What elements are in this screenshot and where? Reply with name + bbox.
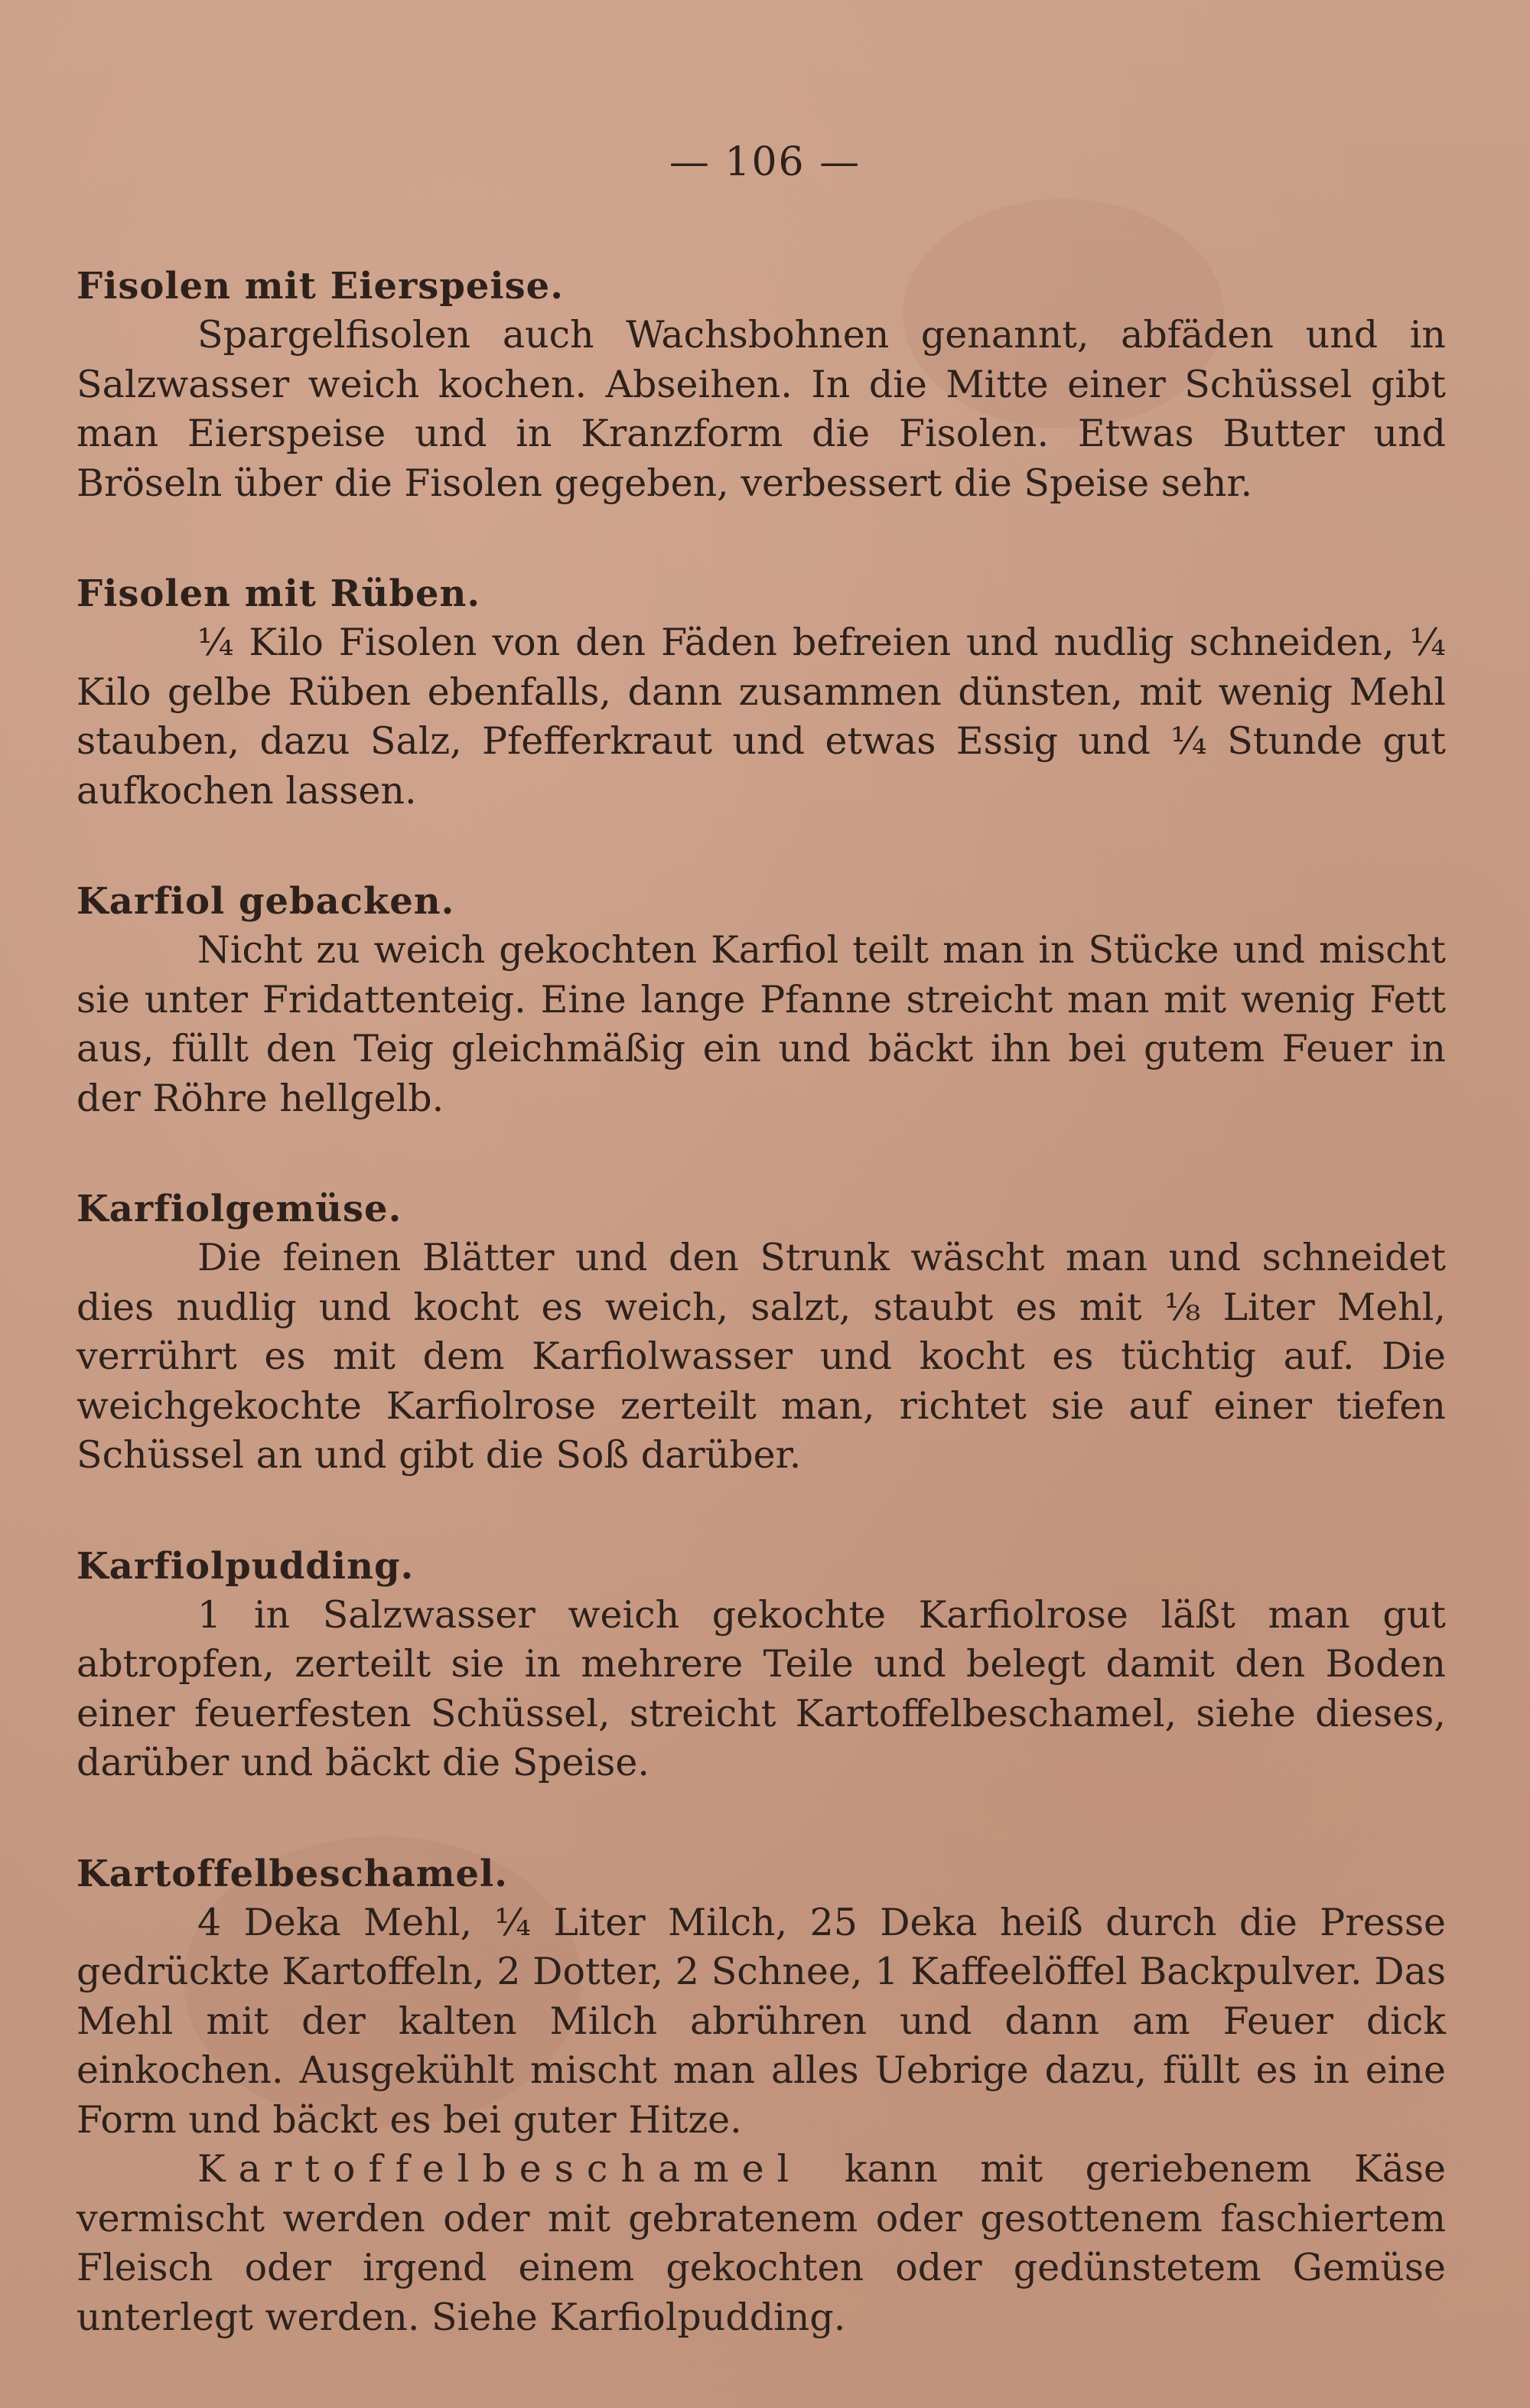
recipe-text: 1 in Salzwasser weich gekochte Karfiolrose läßt man gut abtropfen, zerteilt sie in mehrere Teile und belegt damit den Boden einer feuerfesten Schüssel, streicht Kartoffelbeschamel, siehe dieses, darüber und bäckt die Speise. bbox=[76, 1592, 1446, 1784]
recipe-text: ¼ Kilo Fisolen von den Fäden befreien und nudlig schneiden, ¼ Kilo gelbe Rüben ebenfalls, dann zusammen dünsten, mit wenig Mehl stauben, dazu Salz, Pfefferkraut und etwas Essig und ¼ Stunde gut aufkochen lassen. bbox=[76, 621, 1446, 813]
recipe-heading: Kartoffelbeschamel. bbox=[76, 1852, 508, 1895]
recipe-text: Spargelfisolen auch Wachsbohnen genannt, abfäden und in Salzwasser weich kochen. Abseihen. In die Mitte einer Schüssel gibt man Eierspeise und in Kranzform die Fisolen. Etwas Butter und Bröseln über die Fisolen gegeben, verbessert die Speise sehr. bbox=[76, 313, 1446, 505]
recipe-fisolen-mit-rueben bbox=[76, 569, 1446, 816]
recipe-heading: Karfiolgemüse. bbox=[76, 1188, 402, 1230]
recipe-karfiol-gebacken bbox=[76, 877, 1446, 1123]
page-number: — 106 — bbox=[669, 139, 861, 185]
recipe-heading: Fisolen mit Eierspeise. bbox=[76, 265, 564, 308]
recipe-text: Die feinen Blätter und den Strunk wäscht man und schneidet dies nudlig und kocht es weich, salzt, staubt es mit ⅛ Liter Mehl, verrührt es mit dem Karfiolwasser und kocht es tüchtig auf. Die weichgekochte Karfiolrose zerteilt man, richtet sie auf einer tiefen Schüssel an und gibt die Soß darüber. bbox=[76, 1236, 1446, 1477]
recipe-heading: Karfiolpudding. bbox=[76, 1544, 415, 1588]
recipe-heading: Karfiol gebacken. bbox=[76, 880, 455, 923]
recipe-text: 4 Deka Mehl, ¼ Liter Milch, 25 Deka heiß durch die Presse gedrückte Kartoffeln, 2 Dotter, 2 Schnee, 1 Kaffeelöffel Backpulver. Das Mehl mit der kalten Milch abrühren und dann am Feuer dick einkochen. Ausgekühlt mischt man alles Uebrige dazu, füllt es in eine Form und bäckt es bei guter Hitze. bbox=[76, 1900, 1446, 2142]
page-content bbox=[76, 262, 1446, 2342]
recipe-fisolen-mit-eierspeise bbox=[76, 262, 1446, 508]
recipe-kartoffelbeschamel bbox=[76, 1849, 1446, 2343]
emphasized-word: Kartoffelbeschamel bbox=[197, 2147, 802, 2191]
recipe-text: Nicht zu weich gekochten Karfiol teilt man in Stücke und mischt sie unter Fridattenteig. Eine lange Pfanne streicht man mit wenig Fett aus, füllt den Teig gleichmäßig ein und bäckt ihn bei gutem Feuer in der Röhre hellgelb. bbox=[76, 928, 1446, 1120]
recipe-karfiolpudding bbox=[76, 1542, 1446, 1788]
recipe-karfiolgemuese bbox=[76, 1184, 1446, 1481]
recipe-heading: Fisolen mit Rüben. bbox=[76, 572, 481, 615]
recipe-note bbox=[76, 2145, 1446, 2342]
recipe-note-text: kann mit geriebenem Käse vermischt werden oder mit gebratenem oder gesottenem faschiertem Fleisch oder irgend einem gekochten oder gedünstetem Gemüse unterlegt werden. Siehe Karfiolpudding. bbox=[76, 2147, 1446, 2339]
